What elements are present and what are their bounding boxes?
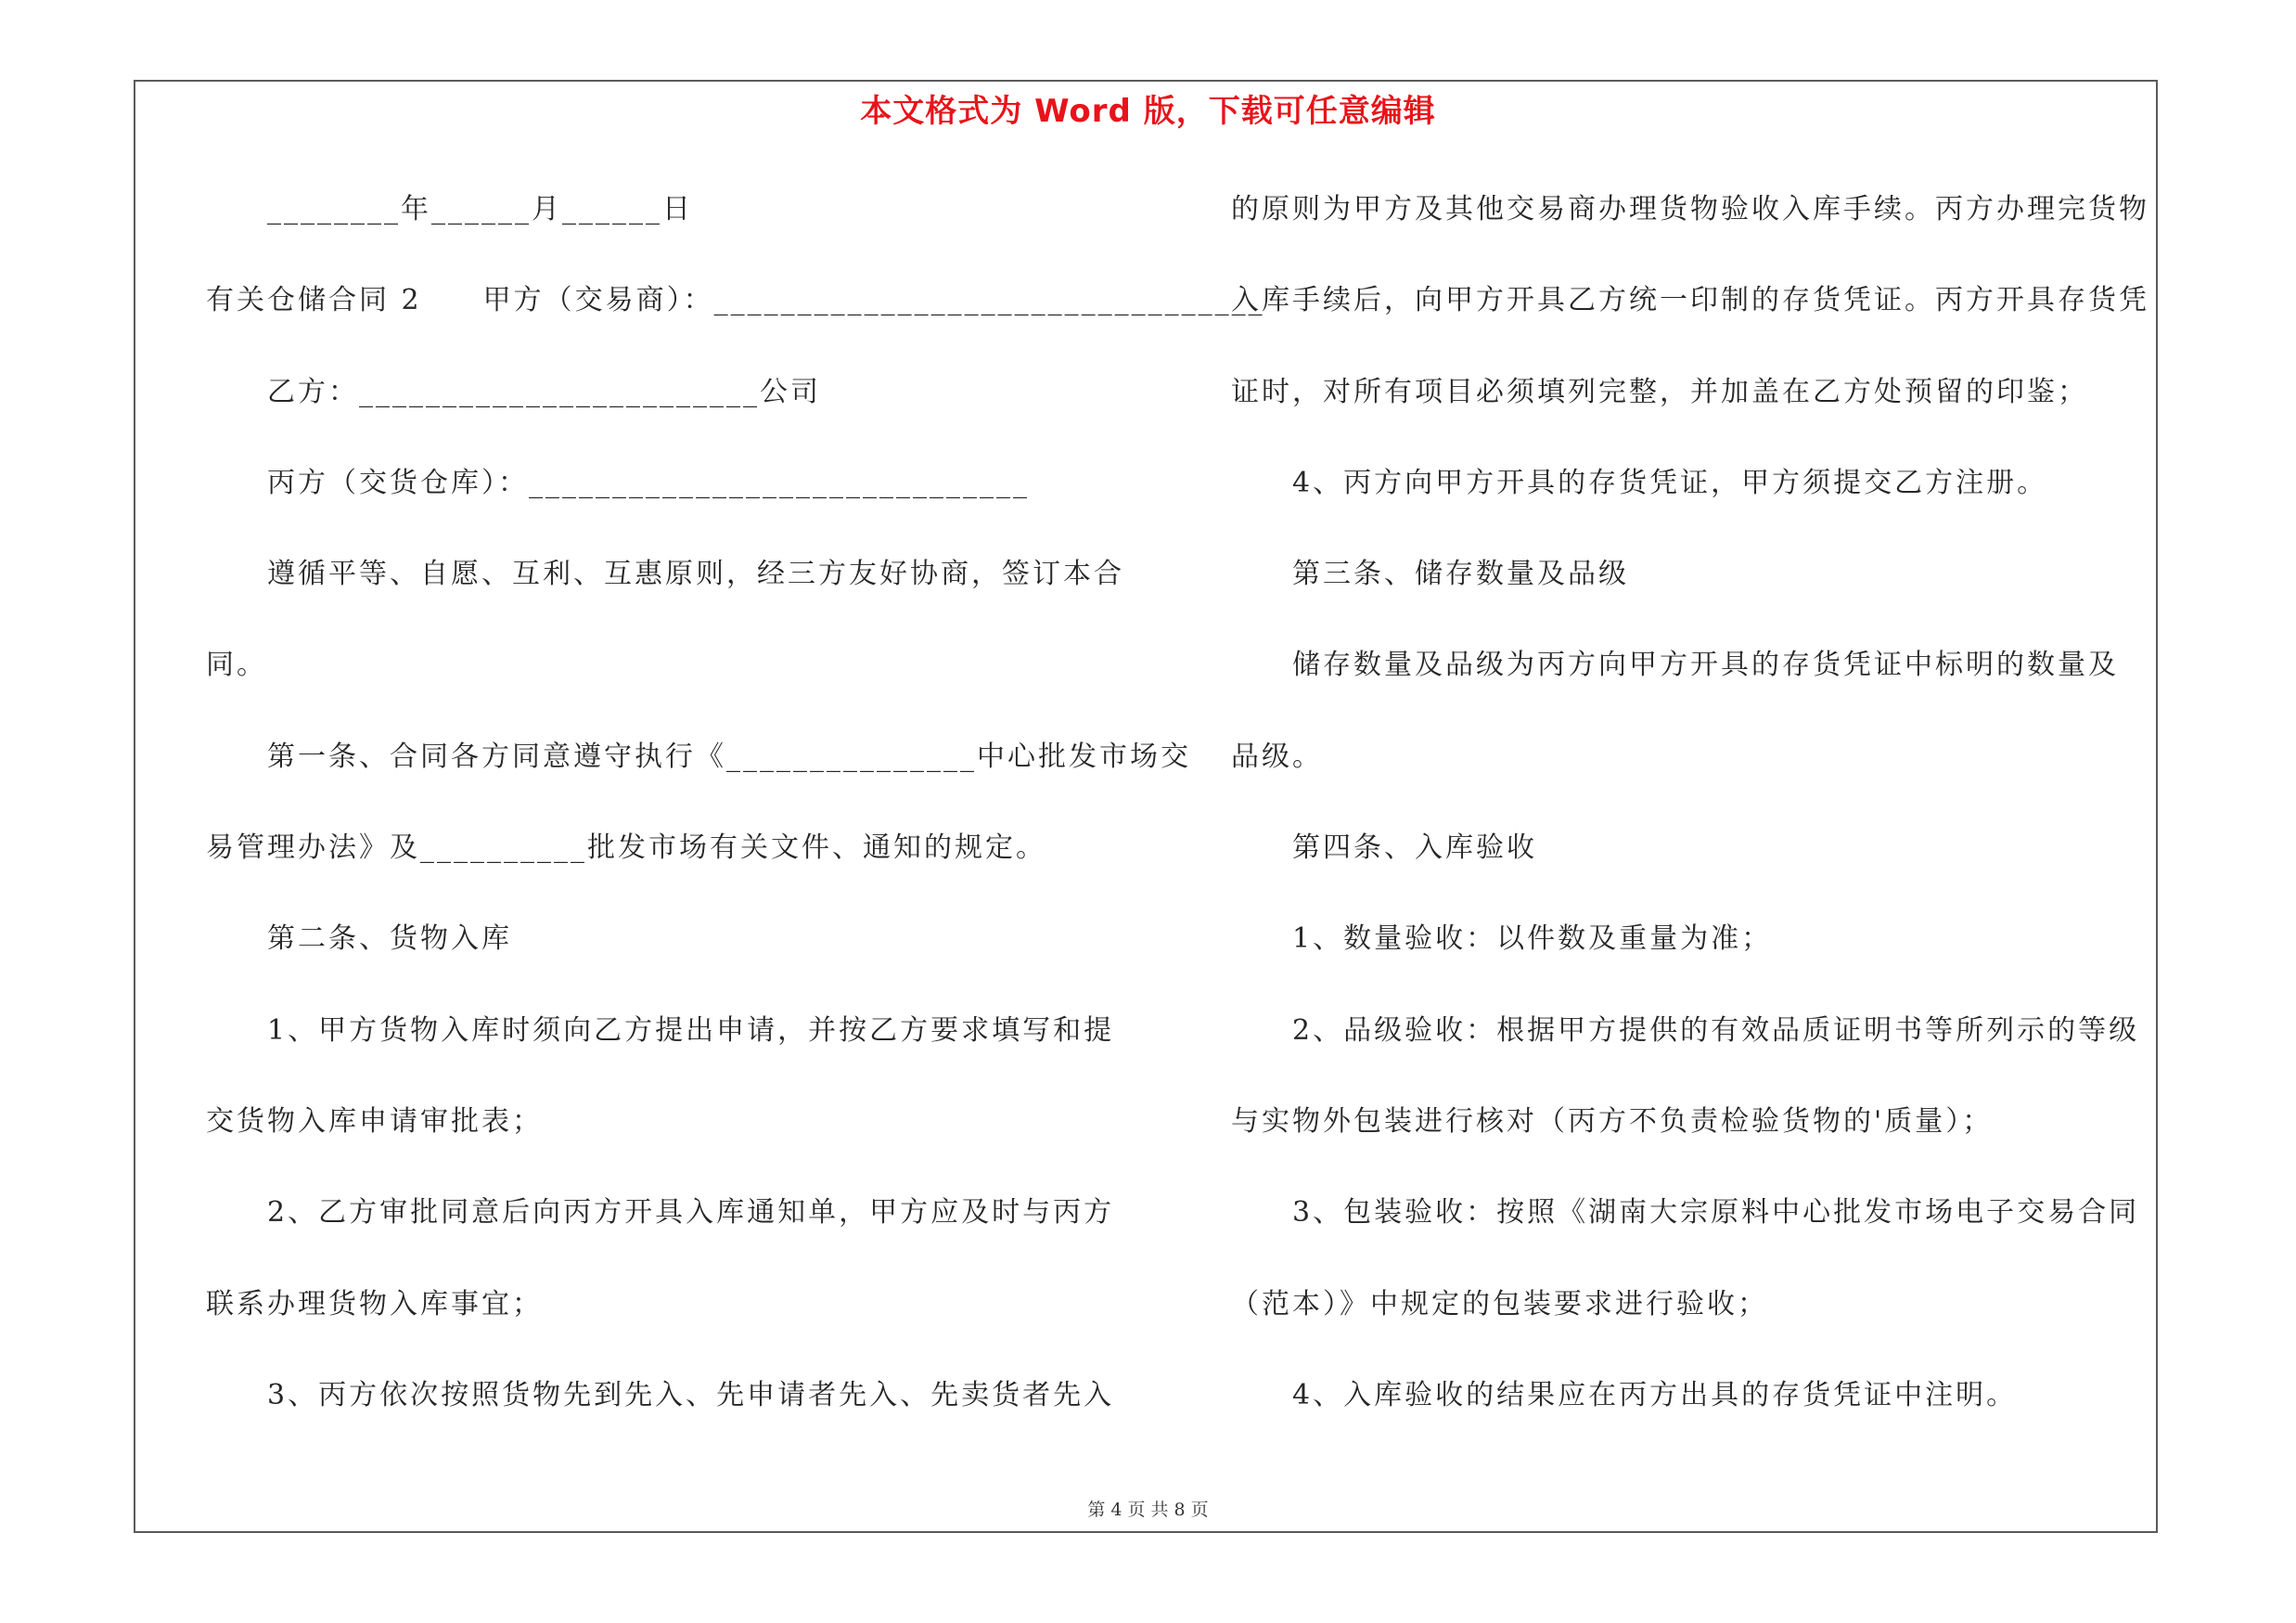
right-column	[1231, 182, 2149, 1459]
article-3-heading: 第三条、储存数量及品级	[1292, 558, 1629, 591]
date-line: ________年______月______日	[267, 193, 693, 225]
article-2-item-2-line-1: 2、乙方审批同意后向丙方开具入库通知单，甲方应及时与丙方	[267, 1196, 1115, 1230]
preamble-line-1: 遵循平等、自愿、互利、互惠原则，经三方友好协商，签订本合	[267, 558, 1124, 591]
article-3-body-line-2: 品级。	[1231, 740, 1323, 773]
article-1-line-2: 易管理办法》及__________批发市场有关文件、通知的规定。	[206, 831, 1046, 865]
article-4-item-2-line-2: 与实物外包装进行核对（丙方不负责检验货物的'质量）；	[1231, 1104, 1994, 1138]
word-format-banner: 本文格式为 Word 版，下载可任意编辑	[860, 93, 1436, 130]
article-1-line-1: 第一条、合同各方同意遵守执行《_______________中心批发市场交	[267, 740, 1191, 773]
article-4-item-3-line-2: （范本）》中规定的包装要求进行验收；	[1231, 1287, 1768, 1320]
contract-title-party-a: 有关仓储合同 2 甲方（交易商）：_________________________________	[206, 284, 1265, 317]
article-4-item-4: 4、入库验收的结果应在丙方出具的存货凭证中注明。	[1292, 1378, 2018, 1411]
article-2-item-3-line-3: 入库手续后，向甲方开具乙方统一印制的存货凭证。丙方开具存货凭	[1231, 284, 2149, 317]
article-3-body-line-1: 储存数量及品级为丙方向甲方开具的存货凭证中标明的数量及	[1292, 649, 2119, 682]
article-2-item-1-line-1: 1、甲方货物入库时须向乙方提出申请，并按乙方要求填写和提	[267, 1013, 1115, 1047]
article-2-item-3-line-2: 的原则为甲方及其他交易商办理货物验收入库手续。丙方办理完货物	[1231, 193, 2149, 225]
article-2-item-1-line-2: 交货物入库申请审批表；	[206, 1104, 543, 1138]
article-2-item-4: 4、丙方向甲方开具的存货凭证，甲方须提交乙方注册。	[1292, 466, 2048, 499]
left-column	[206, 182, 1265, 1459]
article-4-heading: 第四条、入库验收	[1292, 831, 1537, 865]
party-b-line: 乙方：________________________公司	[267, 375, 821, 408]
article-4-item-1: 1、数量验收：以件数及重量为准；	[1292, 922, 1773, 956]
article-4-item-3-line-1: 3、包装验收：按照《湖南大宗原料中心批发市场电子交易合同	[1292, 1196, 2140, 1230]
page-number-footer: 第 4 页 共 8 页	[1087, 1500, 1209, 1520]
article-2-heading: 第二条、货物入库	[267, 922, 512, 956]
article-2-item-3-line-1: 3、丙方依次按照货物先到先入、先申请者先入、先卖货者先入	[267, 1378, 1115, 1411]
article-2-item-3-line-4: 证时，对所有项目必须填列完整，并加盖在乙方处预留的印鉴；	[1231, 375, 2088, 408]
article-2-item-2-line-2: 联系办理货物入库事宜；	[206, 1287, 543, 1320]
article-4-item-2-line-1: 2、品级验收：根据甲方提供的有效品质证明书等所列示的等级	[1292, 1013, 2140, 1047]
preamble-line-2: 同。	[206, 649, 267, 682]
party-c-line: 丙方（交货仓库）：______________________________	[267, 466, 1030, 499]
